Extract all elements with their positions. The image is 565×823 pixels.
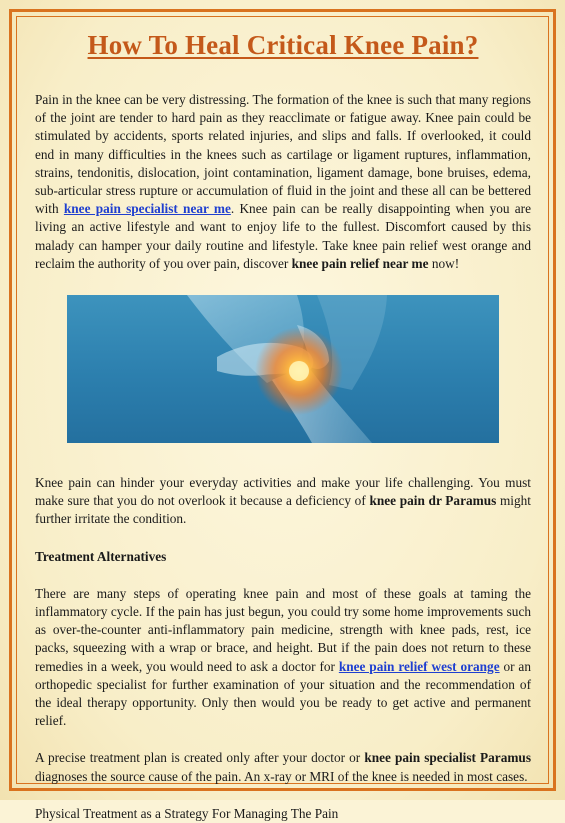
treatment-text-a: There are many steps of operating knee pain and most of these goals at taming the inflammatory cycle. If the pain has just begun, you could try some home improvements such as over-the-counter anti-inflammatory pain medicine, strength with knee pads, rest, ice packs, squeezing with a wrap or brace, and height. But if the pain does not return to these remedies in a week, you would need to ask a doctor for	[35, 585, 531, 674]
intro-text-c: now!	[428, 255, 460, 271]
hinder-text-a: Knee pain can hinder your everyday activities and make your life challenging. You must make sure that you do not overlook it because a deficiency of	[35, 475, 531, 509]
intro-text-b: . Knee pain can be really disappointing when you are living an active lifestyle and want to enjoy life to the fullest. Discomfort caused by this malady can hamper your daily routine and lifestyle. Take knee pain relief west orange and reclaim the authority of you over pain, discover	[35, 201, 531, 271]
knee-illustration	[67, 295, 499, 443]
knee-pain-image	[67, 295, 499, 443]
treatment-plan-paragraph	[35, 749, 531, 785]
hinder-paragraph	[35, 474, 531, 529]
treatment-text-b: or an orthopedic specialist for further examination of your situation and the recommendation of the ideal therapy opportunity. Only then would you be ready to get active and permanent relief.	[35, 658, 531, 729]
intro-text-a: Pain in the knee can be very distressing. The formation of the knee is such that many regions of the joint are tender to hard pain as they reacclimate or fatigue away. Knee pain could be stimulated by accidents, sports related injuries, and slips and falls. If overlooked, it could end in many difficulties in the knees such as cartilage or ligament ruptures, inflammation, strains, tendonitis, dislocation, joint contamination, ligament damage, bone bruises, edema, sub-articular stress rupture or accumulation of fluid in the joint and these all can be bettered with	[35, 92, 531, 217]
plan-text-b: diagnoses the source cause of the pain. An x-ray or MRI of the knee is needed in most cases.	[35, 768, 528, 784]
knee-pain-specialist-near-me-link[interactable]: knee pain specialist near me	[63, 201, 231, 217]
knee-pain-relief-west-orange-link[interactable]: knee pain relief west orange	[338, 658, 500, 674]
physical-treatment-line: Physical Treatment as a Strategy For Managing The Pain	[35, 805, 339, 821]
article-title: How To Heal Critical Knee Pain?	[87, 30, 479, 60]
article	[35, 30, 531, 823]
intro-bold-keyword: knee pain relief near me	[291, 255, 429, 271]
hinder-bold-keyword: knee pain dr Paramus	[369, 493, 497, 509]
treatment-paragraph	[35, 585, 531, 731]
treatment-heading: Treatment Alternatives	[35, 548, 167, 564]
plan-text-a: A precise treatment plan is created only after your doctor or	[35, 750, 365, 766]
intro-paragraph	[35, 91, 531, 273]
hinder-text-b: might further irritate the condition.	[35, 493, 531, 527]
plan-bold-keyword: knee pain specialist Paramus	[364, 750, 531, 766]
